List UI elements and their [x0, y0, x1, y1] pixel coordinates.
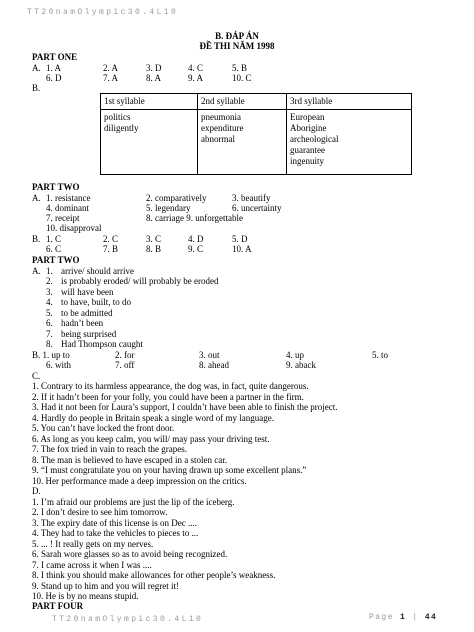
answer-cell: 9. C	[188, 244, 204, 254]
answer-cell: 4. D	[188, 234, 204, 244]
list-item-number: 6.	[46, 318, 53, 328]
word: pneumonia	[201, 112, 241, 122]
answer-cell: 4. dominant	[46, 203, 89, 213]
list-item: to have, built, to do	[61, 297, 131, 307]
table-cell	[287, 110, 412, 175]
list-item: 6. As long as you keep calm, you will/ may pass your driving test.	[32, 434, 270, 444]
answer-cell: 10. disapproval	[46, 223, 102, 233]
table-cell	[101, 110, 198, 175]
answer-cell: 3. D	[146, 63, 162, 73]
table-cell	[198, 110, 287, 175]
list-item: 7. The fox tried in vain to reach the grapes.	[32, 444, 188, 454]
answer-cell: 5. to	[372, 350, 389, 360]
list-item: being surprised	[61, 329, 117, 339]
syllable-table	[100, 93, 412, 175]
list-item-number: 1.	[46, 266, 53, 276]
list-item-number: 7.	[46, 329, 53, 339]
list-item: to be admitted	[61, 308, 113, 318]
word: expenditure	[201, 123, 244, 133]
list-item: 2. If it hadn’t been for your folly, you could have been a partner in the firm.	[32, 392, 304, 402]
answer-cell: 7. B	[103, 244, 119, 254]
list-item-number: 4.	[46, 297, 53, 307]
table-header: 2nd syllable	[198, 94, 287, 110]
exam-year-title: ĐỀ THI NĂM 1998	[199, 41, 275, 51]
part-one-b-label: B.	[32, 83, 41, 93]
list-item: 4. They had to take the vehicles to pieces to ...	[32, 528, 199, 538]
answer-cell: 5. B	[232, 63, 248, 73]
answer-cell: 6. with	[46, 360, 72, 370]
list-item: 1. Contrary to its harmless appearance, the dog was, in fact, quite dangerous.	[32, 381, 309, 391]
list-item: hadn’t been	[61, 318, 104, 328]
list-item: 5. You can’t have locked the front door.	[32, 423, 175, 433]
list-item: 10. He is by no means stupid.	[32, 591, 139, 601]
answer-cell: 2. C	[103, 234, 119, 244]
word: guarantee	[290, 145, 325, 155]
list-item: 10. Her performance made a deep impression on the critics.	[32, 476, 247, 486]
list-item: 1. I’m afraid our problems are just the lip of the iceberg.	[32, 497, 235, 507]
answer-cell: 1. A	[46, 63, 62, 73]
answer-cell: 1. resistance	[46, 193, 91, 203]
list-item: 3. Had it not been for Laura’s support, I couldn’t have been able to finish the project.	[32, 402, 338, 412]
list-item: 9. “I must congratulate you on your having drawn up some excellent plans.”	[32, 465, 307, 475]
list-item: 8. I think you should make allowances for other people’s weakness.	[32, 570, 276, 580]
list-item: 2. I don’t desire to see him tomorrow.	[32, 507, 168, 517]
list-item-number: 8.	[46, 339, 53, 349]
answer-title: B. ĐÁP ÁN	[215, 31, 259, 41]
part-four-heading: PART FOUR	[32, 601, 84, 611]
answer-cell: 5. D	[232, 234, 248, 244]
section-d-label: D.	[32, 486, 41, 496]
list-item: will have been	[61, 287, 114, 297]
list-item: 8. The man is believed to have escaped in a stolen car.	[32, 455, 228, 465]
section-c-label: C.	[32, 371, 41, 381]
part-one-a-label: A.	[32, 63, 41, 73]
running-footer: TT20namOlympic30.4L10	[52, 615, 204, 624]
page-number	[369, 613, 437, 622]
list-item-number: 5.	[46, 308, 53, 318]
list-item: Had Thompson caught	[61, 339, 143, 349]
part-one-heading: PART ONE	[32, 52, 78, 62]
list-item-number: 3.	[46, 287, 53, 297]
word: diligently	[104, 123, 139, 133]
part-two-heading: PART TWO	[32, 182, 80, 192]
answer-cell: 4. C	[188, 63, 204, 73]
answer-cell: 3. beautify	[232, 193, 271, 203]
list-item: arrive/ should arrive	[61, 266, 134, 276]
answer-cell: 10. C	[232, 73, 252, 83]
part-two-a-label: A.	[32, 193, 41, 203]
answer-cell: 4. up	[286, 350, 304, 360]
answer-cell: 3. out	[199, 350, 220, 360]
list-item: 9. Stand up to him and you will regret it!	[32, 581, 179, 591]
word: Aborigine	[290, 123, 327, 133]
list-item: 5. ... ! It really gets on my nerves.	[32, 539, 154, 549]
list-item: is probably eroded/ will probably be eroded	[61, 276, 219, 286]
answer-cell: 7. A	[103, 73, 119, 83]
list-item: 6. Sarah wore glasses so as to avoid being recognized.	[32, 549, 228, 559]
answer-cell: 7. receipt	[46, 213, 80, 223]
total-pages: 44	[424, 613, 438, 622]
answer-cell: 2. comparatively	[146, 193, 207, 203]
running-header: TT20namOlympic30.4L10	[27, 8, 179, 17]
answer-cell: 5. legendary	[146, 203, 191, 213]
section-a-label: A.	[32, 266, 41, 276]
answer-cell: 10. A	[232, 244, 252, 254]
answer-cell: 8. carriage 9. unforgettable	[146, 213, 244, 223]
table-header: 1st syllable	[101, 94, 198, 110]
answer-cell: 1. C	[46, 234, 62, 244]
list-item: 7. I came across it when I was ....	[32, 560, 152, 570]
answer-cell: 2. for	[115, 350, 135, 360]
answer-cell: 9. aback	[286, 360, 316, 370]
current-page: 1	[400, 613, 407, 622]
answer-cell: 3. C	[146, 234, 162, 244]
word: ingenuity	[290, 156, 324, 166]
word: politics	[104, 112, 131, 122]
page-separator: |	[412, 613, 419, 622]
word: European	[290, 112, 325, 122]
page-label: Page	[369, 613, 394, 622]
answer-cell: 7. off	[115, 360, 135, 370]
answer-cell: 6. uncertainty	[232, 203, 282, 213]
word: abnormal	[201, 134, 235, 144]
answer-cell: 6. D	[46, 73, 62, 83]
list-item: 3. The expiry date of this license is on Dec ....	[32, 518, 198, 528]
answer-cell: 8. A	[146, 73, 162, 83]
part-two-second-heading: PART TWO	[32, 255, 80, 265]
part-two-b-label: B.	[32, 234, 41, 244]
list-item-number: 2.	[46, 276, 53, 286]
word: archeological	[290, 134, 339, 144]
answer-cell: 6. C	[46, 244, 62, 254]
answer-cell: 9. A	[188, 73, 204, 83]
table-header: 3rd syllable	[287, 94, 412, 110]
answer-cell: 2. A	[103, 63, 119, 73]
list-item: 4. Hardly do people in Britain speak a single word of my language.	[32, 413, 274, 423]
answer-cell: 8. B	[146, 244, 162, 254]
answer-cell: 8. ahead	[199, 360, 229, 370]
answer-cell: B. 1. up to	[32, 350, 70, 360]
